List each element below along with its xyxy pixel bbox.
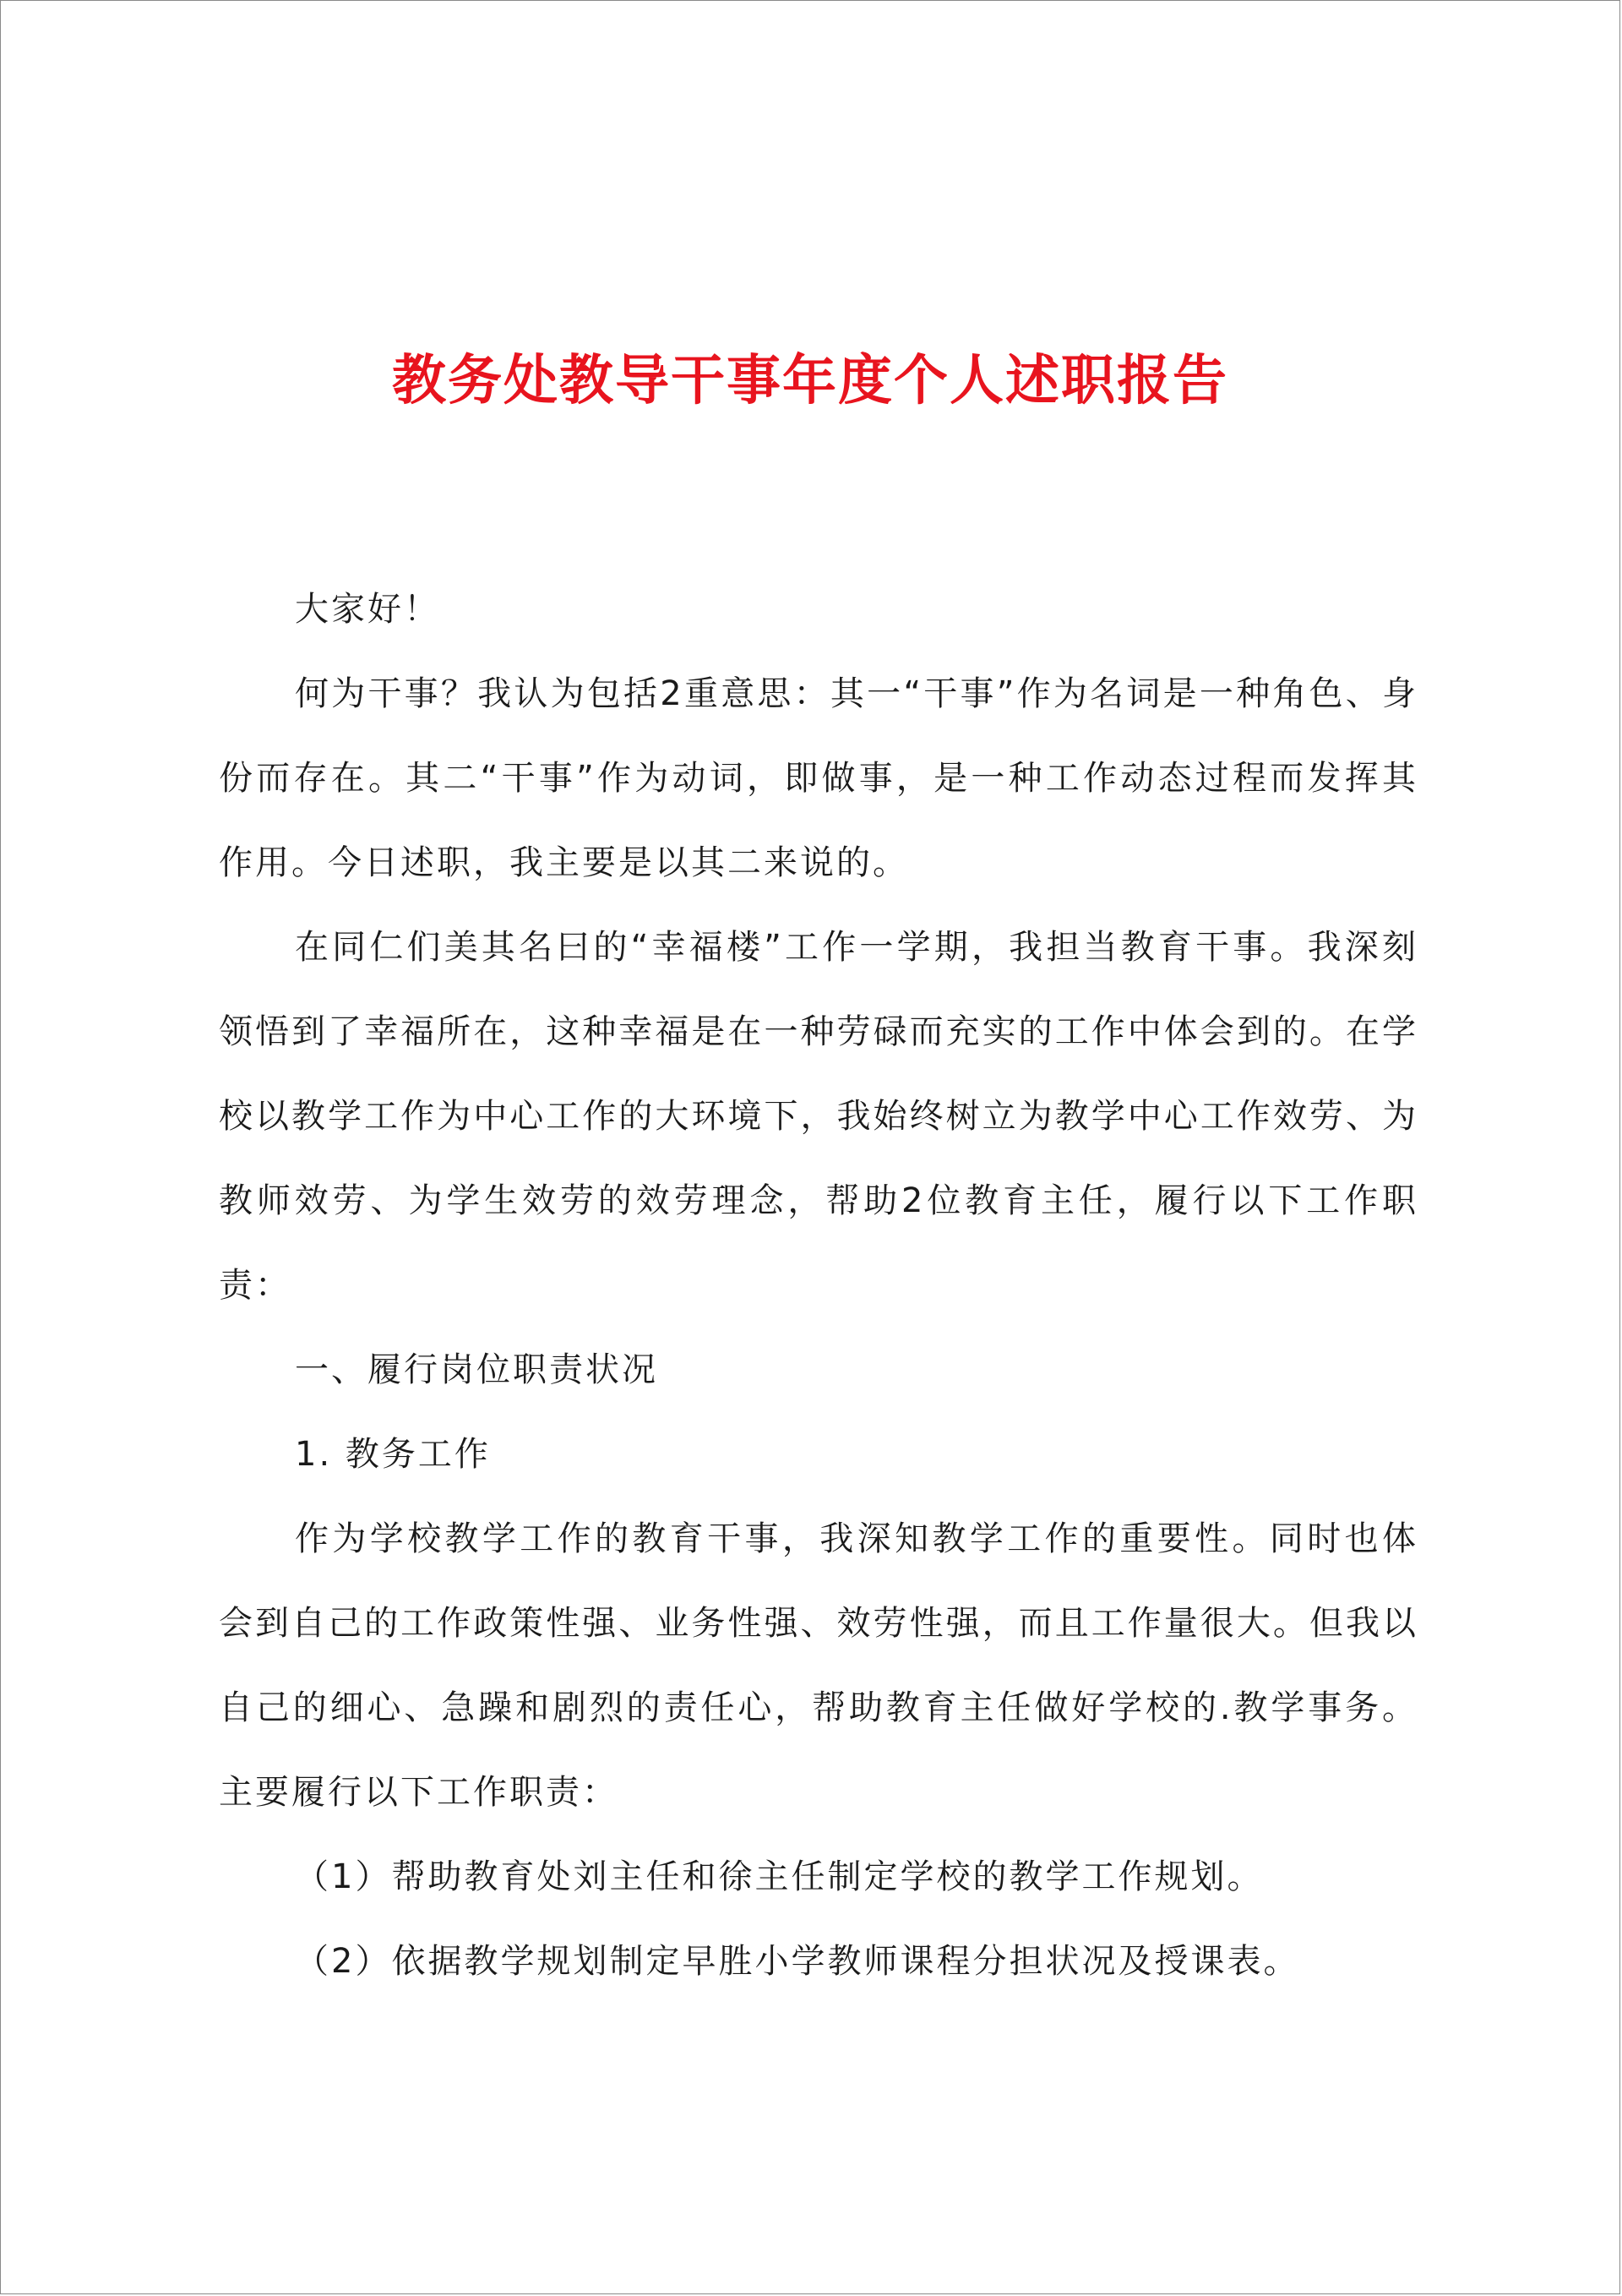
list-item: （1）帮助教育处刘主任和徐主任制定学校的教学工作规划。: [295, 1857, 1264, 1896]
duties-paragraph: 作为学校教学工作的教育干事，我深知教学工作的重要性。同时也体会到自己的工作政策性强、业务性强、效劳性强，而且工作量很大。但我以自己的细心、急躁和剧烈的责任心，帮助教育主任做好学校的.教学事务。主要履行以下工作职责：: [219, 1519, 1418, 1812]
greeting-paragraph: 大家好！: [295, 590, 440, 629]
section-heading: 一、履行岗位职责状况: [295, 1350, 658, 1389]
subsection-heading: 1. 教务工作: [295, 1435, 491, 1474]
definition-paragraph: 何为干事？我认为包括2重意思：其一“干事”作为名词是一种角色、身份而存在。其二“干事”作为动词，即做事，是一种工作动态过程而发挥其作用。今日述职，我主要是以其二来说的。: [219, 674, 1418, 882]
document-body: [219, 567, 1418, 2004]
document-title: 教务处教导干事年度个人述职报告: [392, 349, 1228, 412]
intro-paragraph: 在同仁们美其名曰的“幸福楼”工作一学期，我担当教育干事。我深刻领悟到了幸福所在，这种幸福是在一种劳碌而充实的工作中体会到的。在学校以教学工作为中心工作的大环境下，我始终树立为教学中心工作效劳、为教师效劳、为学生效劳的效劳理念，帮助2位教育主任，履行以下工作职责：: [219, 928, 1418, 1305]
list-item: （2）依据教学规划制定早胜小学教师课程分担状况及授课表。: [295, 1942, 1300, 1981]
